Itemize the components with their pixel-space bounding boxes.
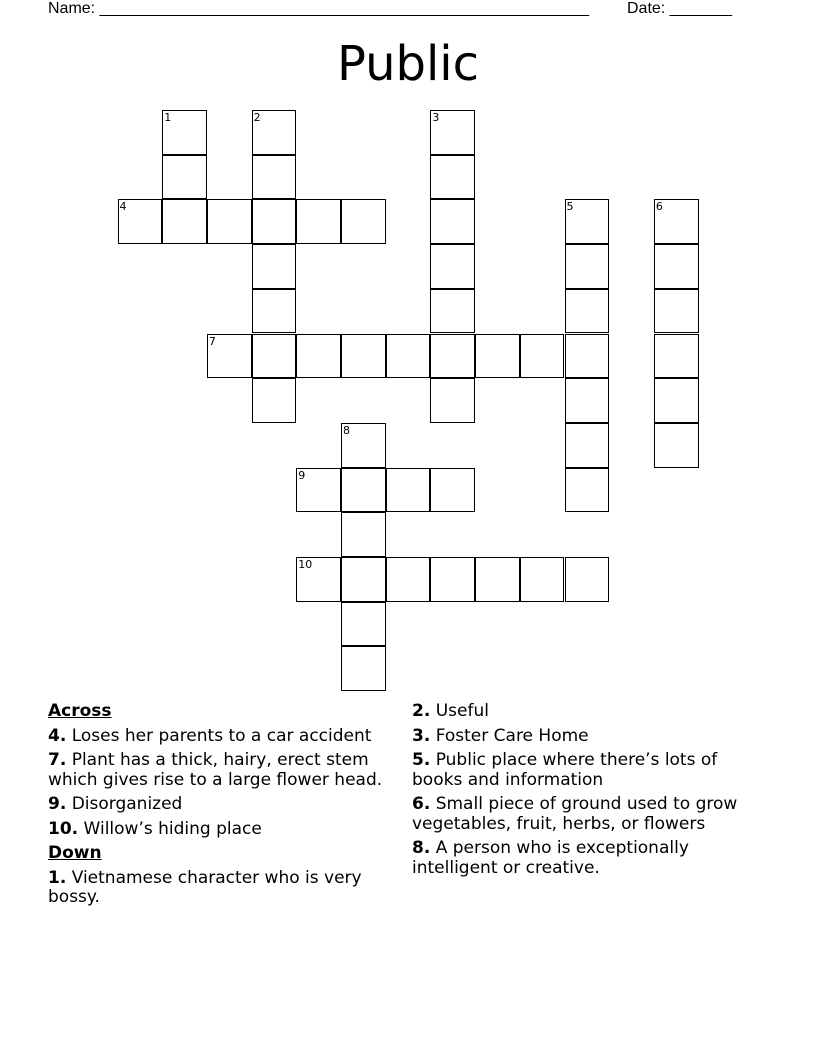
down-heading: Down [48,843,102,863]
across-heading: Across [48,701,112,721]
crossword-cell[interactable] [207,334,252,379]
crossword-cell[interactable] [430,289,475,334]
crossword-cell[interactable] [386,557,431,602]
crossword-cell[interactable] [386,334,431,379]
clue-down-6: 6. Small piece of ground used to grow vegetables, fruit, herbs, or flowers [412,794,738,834]
clue-down-1: 1. Vietnamese character who is very bossy. [48,867,362,907]
crossword-cell[interactable] [252,155,297,200]
crossword-cell[interactable] [565,199,610,244]
crossword-cell[interactable] [654,244,699,289]
crossword-cell[interactable] [654,289,699,334]
crossword-cell[interactable] [565,378,610,423]
clue-number: 5 [566,200,574,214]
clue-number: 3 [432,111,440,124]
crossword-cell[interactable] [296,557,341,602]
crossword-cell[interactable] [654,334,699,379]
clue-down-3: 3. Foster Care Home [412,725,589,746]
crossword-cell[interactable] [118,199,163,244]
crossword-cell[interactable] [430,468,475,513]
crossword-cell[interactable] [162,199,207,244]
clue-across-10: 10. Willow’s hiding place [48,818,262,839]
crossword-cell[interactable] [252,199,297,244]
name-field[interactable]: Name: _______________________________________________________ [48,0,589,17]
clue-number: 8 [343,423,350,437]
crossword-cell[interactable] [296,334,341,379]
crossword-cell[interactable] [654,199,699,244]
clue-across-9: 9. Disorganized [48,794,183,814]
crossword-cell[interactable] [296,468,341,513]
crossword-cell[interactable] [341,557,386,602]
clue-number: 7 [208,334,216,348]
crossword-cell[interactable] [162,155,207,200]
clue-number: 2 [253,111,261,124]
crossword-cell[interactable] [386,468,431,513]
crossword-cell[interactable] [341,199,386,244]
clue-number: 10 [298,558,313,571]
crossword-cell[interactable] [296,199,341,244]
clue-number: 4 [119,200,127,214]
crossword-cell[interactable] [252,334,297,379]
crossword-cell[interactable] [520,557,565,602]
clue-down-8: 8. A person who is exceptionally intelligent or creative. [412,838,689,878]
puzzle-title: Public [336,36,480,92]
crossword-cell[interactable] [520,334,565,379]
crossword-cell[interactable] [565,334,610,379]
clue-number: 9 [298,468,306,482]
crossword-cell[interactable] [565,557,610,602]
crossword-cell[interactable] [430,155,475,200]
crossword-cell[interactable] [162,110,207,155]
clue-number: 6 [655,200,663,214]
crossword-cell[interactable] [654,423,699,468]
crossword-cell[interactable] [430,199,475,244]
crossword-cell[interactable] [430,244,475,289]
crossword-cell[interactable] [565,423,610,468]
crossword-cell[interactable] [207,199,252,244]
crossword-cell[interactable] [475,334,520,379]
clues-left-column [48,702,403,913]
clue-number: 1 [164,111,172,124]
crossword-cell[interactable] [430,378,475,423]
crossword-cell[interactable] [341,602,386,647]
crossword-cell[interactable] [341,646,386,691]
crossword-cell[interactable] [654,378,699,423]
clue-across-7: 7. Plant has a thick, hairy, erect stem which gives rise to a large flower head. [48,750,383,790]
crossword-cell[interactable] [341,334,386,379]
date-field[interactable]: Date: _______ [627,0,732,17]
clue-down-2: 2. Useful [412,701,489,721]
crossword-cell[interactable] [252,244,297,289]
crossword-cell[interactable] [565,289,610,334]
crossword-cell[interactable] [252,378,297,423]
clue-across-4: 4. Loses her parents to a car accident [48,725,372,746]
crossword-cell[interactable] [252,110,297,155]
crossword-cell[interactable] [475,557,520,602]
crossword-cell[interactable] [341,423,386,468]
crossword-cell[interactable] [565,468,610,513]
crossword-cell[interactable] [430,334,475,379]
clues-right-column [412,702,772,883]
crossword-cell[interactable] [430,110,475,155]
crossword-cell[interactable] [565,244,610,289]
crossword-cell[interactable] [430,557,475,602]
crossword-cell[interactable] [252,289,297,334]
crossword-cell[interactable] [341,512,386,557]
clue-down-5: 5. Public place where there’s lots of books and information [412,750,718,790]
crossword-cell[interactable] [341,468,386,513]
